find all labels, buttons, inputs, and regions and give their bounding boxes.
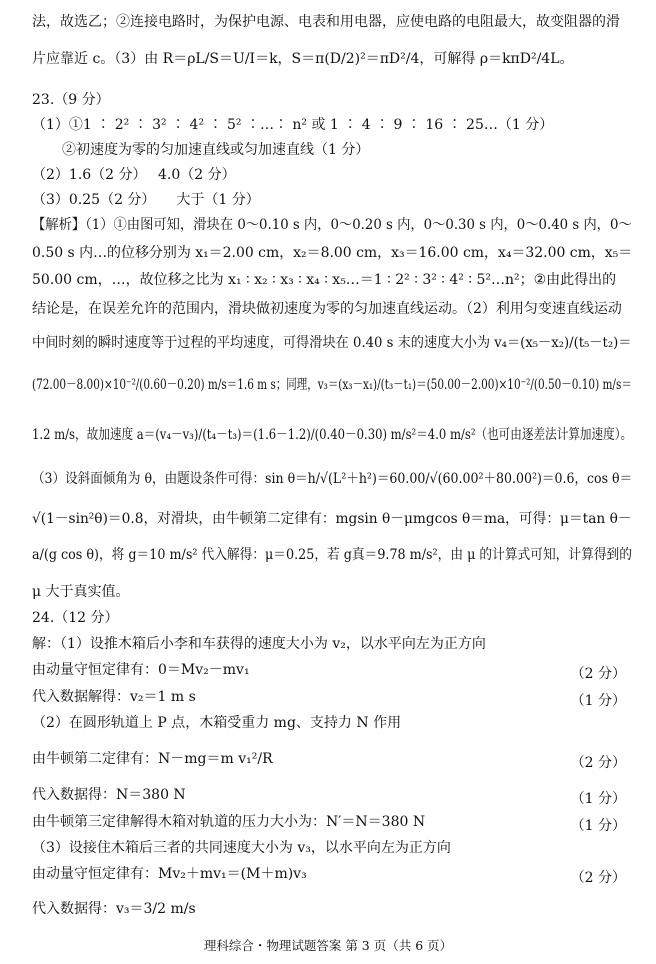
- score-mark: （2 分）: [570, 755, 626, 771]
- text-line: (72.00－8.00)×10⁻²/(0.60－0.20) m/s＝1.6 m s；同理，v₃＝(x₃－x₁)/(t₃－t₁)＝(50.00－2.00)×10⁻²/(0.50－0.10) m/s＝: [32, 377, 632, 393]
- text-line: 结论是，在误差允许的范围内，滑块做初速度为零的匀加速直线运动。（2）利用匀变速直线运动: [32, 301, 622, 317]
- text-line: 由牛顿第三定律解得木箱对轨道的压力大小为：N′＝N＝380 N: [32, 814, 426, 830]
- score-mark: （2 分）: [570, 666, 626, 682]
- text-line: a/(g cos θ)，将 g＝10 m/s² 代入解得：μ＝0.25，若 g真＝9.78 m/s²，由 μ 的计算式可知，计算得到的: [32, 547, 632, 563]
- question-23-heading: 23.（9 分）: [32, 92, 110, 108]
- text-line: （3）0.25（2 分） 大于（1 分）: [32, 192, 260, 208]
- text-line: 解：（1）设推木箱后小李和车获得的速度大小为 v₂，以水平向左为正方向: [32, 636, 486, 652]
- text-line: 0.50 s 内…的位移分别为 x₁＝2.00 cm，x₂＝8.00 cm，x₃＝16.00 cm，x₄＝32.00 cm，x₅＝: [32, 245, 633, 261]
- text-line: 片应靠近 c。（3）由 R＝ρL/S＝U/I＝k，S＝π(D/2)²＝πD²/4，可解得 ρ＝kπD²/4L。: [32, 51, 574, 67]
- text-line: 代入数据得：N＝380 N: [32, 787, 186, 803]
- text-line: （2）1.6（2 分） 4.0（2 分）: [32, 167, 236, 183]
- text-line: （2）在圆形轨道上 P 点，木箱受重力 mg、支持力 N 作用: [32, 715, 402, 731]
- text-line: 1.2 m/s，故加速度 a＝(v₄－v₃)/(t₄－t₃)＝(1.6－1.2)/(0.40－0.30) m/s²＝4.0 m/s²（也可由逐差法计算加速度）。: [32, 427, 633, 443]
- page-footer: 理科综合・物理试题答案 第 3 页（共 6 页）: [203, 938, 453, 953]
- text-line: （1）①1 ∶ 2² ∶ 3² ∶ 4² ∶ 5² ∶…∶ n² 或 1 ∶ 4 ∶ 9 ∶ 16 ∶ 25…（1 分）: [32, 117, 554, 133]
- text-line: √(1－sin²θ)＝0.8，对滑块，由牛顿第二定律有：mgsin θ－μmgcos θ＝ma，可得：μ＝tan θ－: [32, 511, 632, 527]
- text-line: （3）设接住木箱后三者的共同速度大小为 v₃，以水平向左为正方向: [32, 840, 451, 856]
- score-mark: （1 分）: [570, 818, 626, 834]
- score-mark: （1 分）: [570, 693, 626, 709]
- text-line: 法，故选乙；②连接电路时，为保护电源、电表和用电器，应使电路的电阻最大，故变阻器的滑: [32, 14, 620, 30]
- text-line: 由动量守恒定律有：Mv₂＋mv₁＝(M＋m)v₃: [32, 866, 307, 882]
- text-line: μ 大于真实值。: [32, 584, 130, 600]
- analysis-line: 【解析】（1）①由图可知，滑块在 0～0.10 s 内，0～0.20 s 内，0～0.30 s 内，0～0.40 s 内，0～: [32, 217, 632, 233]
- text-line: ②初速度为零的匀加速直线或匀加速直线（1 分）: [62, 142, 370, 158]
- text-line: （3）设斜面倾角为 θ，由题设条件可得：sin θ＝h/√(L²＋h²)＝60.00/√(60.00²＋80.00²)＝0.6，cos θ＝: [32, 471, 633, 487]
- text-line: 由牛顿第二定律有：N－mg＝m v₁²/R: [32, 751, 273, 767]
- text-line: 由动量守恒定律有：0＝Mv₂－mv₁: [32, 662, 250, 678]
- text-line: 代入数据得：v₃＝3/2 m/s: [32, 901, 196, 917]
- text-line: 50.00 cm，…，故位移之比为 x₁ ∶ x₂ ∶ x₃ ∶ x₄ ∶ x₅…＝1 ∶ 2² ∶ 3² ∶ 4² ∶ 5²…n²；②由此得出的: [32, 272, 617, 288]
- question-24-heading: 24.（12 分）: [32, 610, 119, 626]
- text-line: 中间时刻的瞬时速度等于过程的平均速度，可得滑块在 0.40 s 末的速度大小为 v₄＝(x₅－x₂)/(t₅－t₂)＝: [32, 335, 632, 351]
- text-line: 代入数据解得：v₂＝1 m s: [32, 689, 196, 705]
- score-mark: （1 分）: [570, 791, 626, 807]
- score-mark: （2 分）: [570, 870, 626, 886]
